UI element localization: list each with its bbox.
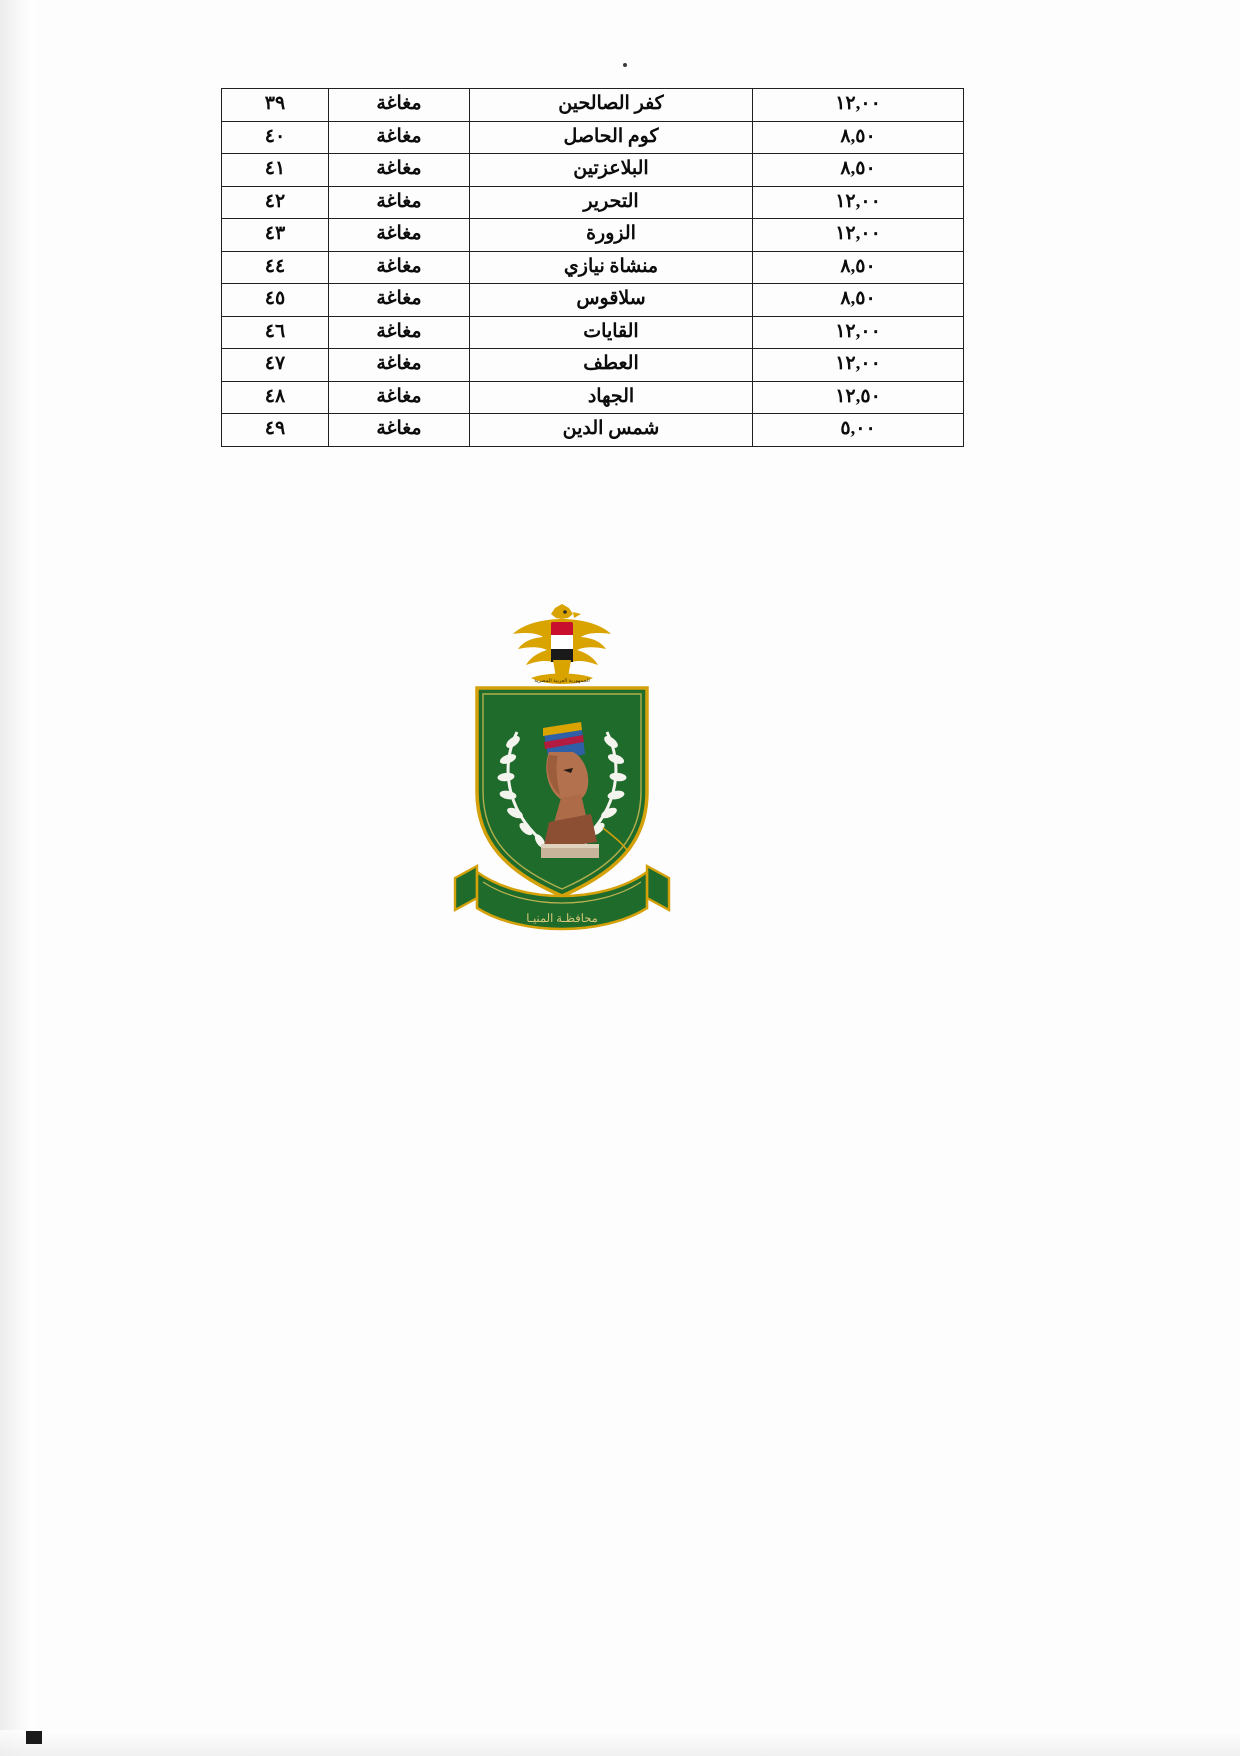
table-row bbox=[222, 316, 964, 349]
cell-village-name: منشاة نيازي bbox=[470, 251, 753, 284]
villages-table-container bbox=[264, 88, 964, 447]
table-row bbox=[222, 284, 964, 317]
cell-index: ٤٠ bbox=[222, 121, 329, 154]
cell-index: ٤٨ bbox=[222, 381, 329, 414]
cell-markaz: مغاغة bbox=[329, 349, 470, 382]
cell-markaz: مغاغة bbox=[329, 121, 470, 154]
cell-village-name: العطف bbox=[470, 349, 753, 382]
cell-index: ٤٣ bbox=[222, 219, 329, 252]
cell-value: ١٢,٠٠ bbox=[753, 349, 964, 382]
cell-index: ٤٩ bbox=[222, 414, 329, 447]
cell-value: ١٢,٠٠ bbox=[753, 316, 964, 349]
cell-value: ٨,٥٠ bbox=[753, 284, 964, 317]
table-row bbox=[222, 121, 964, 154]
cell-markaz: مغاغة bbox=[329, 284, 470, 317]
cell-index: ٤٧ bbox=[222, 349, 329, 382]
cell-village-name: كفر الصالحين bbox=[470, 89, 753, 122]
cell-index: ٤١ bbox=[222, 154, 329, 187]
cell-markaz: مغاغة bbox=[329, 219, 470, 252]
cell-markaz: مغاغة bbox=[329, 251, 470, 284]
scan-edge-shadow-bottom bbox=[0, 1730, 1240, 1756]
cell-value: ٨,٥٠ bbox=[753, 121, 964, 154]
cell-village-name: القايات bbox=[470, 316, 753, 349]
table-row bbox=[222, 349, 964, 382]
villages-table-body bbox=[222, 89, 964, 447]
stray-dot-mark bbox=[623, 63, 627, 67]
cell-village-name: كوم الحاصل bbox=[470, 121, 753, 154]
cell-value: ١٢,٠٠ bbox=[753, 219, 964, 252]
eagle-of-saladin-icon bbox=[513, 604, 611, 684]
cell-markaz: مغاغة bbox=[329, 89, 470, 122]
minya-governorate-emblem bbox=[431, 592, 693, 942]
cell-index: ٤٢ bbox=[222, 186, 329, 219]
cell-village-name: البلاعزتين bbox=[470, 154, 753, 187]
cell-markaz: مغاغة bbox=[329, 186, 470, 219]
cell-index: ٤٦ bbox=[222, 316, 329, 349]
cell-village-name: شمس الدين bbox=[470, 414, 753, 447]
cell-value: ٥,٠٠ bbox=[753, 414, 964, 447]
cell-value: ٨,٥٠ bbox=[753, 251, 964, 284]
table-row bbox=[222, 154, 964, 187]
villages-table bbox=[221, 88, 964, 447]
cell-markaz: مغاغة bbox=[329, 316, 470, 349]
cell-markaz: مغاغة bbox=[329, 414, 470, 447]
cell-index: ٤٤ bbox=[222, 251, 329, 284]
table-row bbox=[222, 414, 964, 447]
emblem-caption-text: محافظـة المنيـا bbox=[526, 913, 598, 925]
cell-index: ٤٥ bbox=[222, 284, 329, 317]
cell-village-name: التحرير bbox=[470, 186, 753, 219]
cell-village-name: سلاقوس bbox=[470, 284, 753, 317]
cell-value: ١٢,٠٠ bbox=[753, 89, 964, 122]
cell-index: ٣٩ bbox=[222, 89, 329, 122]
table-row bbox=[222, 89, 964, 122]
table-row bbox=[222, 219, 964, 252]
svg-text:الجمهورية العربية المصرية: الجمهورية العربية المصرية bbox=[534, 678, 590, 684]
scan-artifact-mark bbox=[26, 1731, 42, 1744]
cell-value: ١٢,٠٠ bbox=[753, 186, 964, 219]
table-row bbox=[222, 381, 964, 414]
scan-edge-shadow-left bbox=[0, 0, 34, 1756]
table-row bbox=[222, 186, 964, 219]
cell-value: ١٢,٥٠ bbox=[753, 381, 964, 414]
cell-village-name: الزورة bbox=[470, 219, 753, 252]
cell-village-name: الجهاد bbox=[470, 381, 753, 414]
table-row bbox=[222, 251, 964, 284]
cell-markaz: مغاغة bbox=[329, 154, 470, 187]
cell-value: ٨,٥٠ bbox=[753, 154, 964, 187]
cell-markaz: مغاغة bbox=[329, 381, 470, 414]
